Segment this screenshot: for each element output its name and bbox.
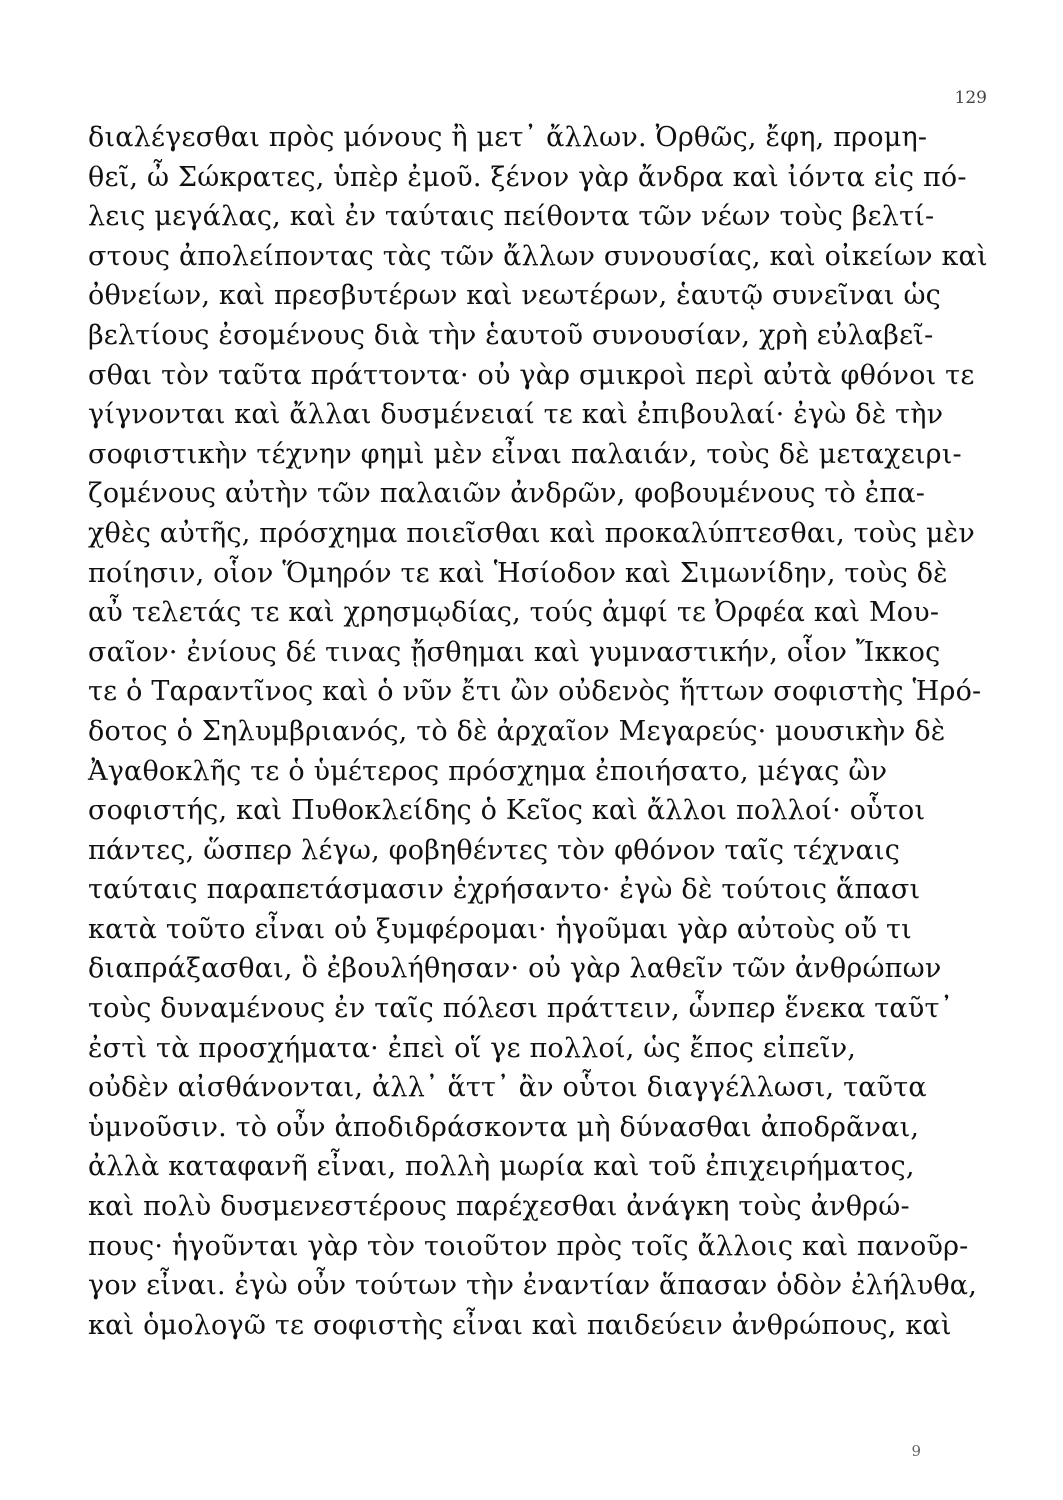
text-line: σοφιστικὴν τέχνην φημὶ μὲν εἶναι παλαιάν, τοὺς δὲ μεταχειρι- [88, 438, 962, 470]
text-line: χθὲς αὐτῆς, πρόσχημα ποιεῖσθαι καὶ προκαλύπτεσθαι, τοὺς μὲν [88, 517, 975, 549]
text-line: ἀλλὰ καταφανῆ εἶναι, πολλὴ μωρία καὶ τοῦ ἐπιχειρήματος, [88, 1151, 915, 1183]
text-line: λεις μεγάλας, καὶ ἐν ταύταις πείθοντα τῶν νέων τοὺς βελτί- [88, 201, 935, 233]
text-line: ὑμνοῦσιν. τὸ οὖν ἀποδιδράσκοντα μὴ δύνασθαι ἀποδρᾶναι, [88, 1111, 920, 1143]
text-line: ποίησιν, οἷον Ὅμηρόν τε καὶ Ἡσίοδον καὶ Σιμωνίδην, τοὺς δὲ [88, 557, 948, 589]
text-line: κατὰ τοῦτο εἶναι οὐ ξυμφέρομαι· ἡγοῦμαι γὰρ αὐτοὺς οὔ τι [88, 913, 912, 945]
text-line: σθαι τὸν ταῦτα πράττοντα· οὐ γὰρ σμικροὶ περὶ αὐτὰ φθόνοι τε [88, 359, 975, 391]
text-line: ὀθνείων, καὶ πρεσβυτέρων καὶ νεωτέρων, ἑαυτῷ συνεῖναι ὡς [88, 280, 941, 312]
text-line: τε ὁ Ταραντῖνος καὶ ὁ νῦν ἔτι ὢν οὐδενὸς ἥττων σοφιστὴς Ἡρό- [88, 676, 982, 708]
text-line: καὶ πολὺ δυσμενεστέρους παρέχεσθαι ἀνάγκη τοὺς ἀνθρώ- [88, 1191, 910, 1223]
text-line: πάντες, ὥσπερ λέγω, φοβηθέντες τὸν φθόνον ταῖς τέχναις [88, 834, 901, 866]
page-number: 129 [954, 88, 987, 108]
text-line: αὖ τελετάς τε καὶ χρησμῳδίας, τούς ἀμφί τε Ὀρφέα καὶ Μου- [88, 597, 940, 629]
text-line: τοὺς δυναμένους ἐν ταῖς πόλεσι πράττειν, ὧνπερ ἕνεκα ταῦτ᾽ [88, 993, 954, 1025]
text-line: ἐστὶ τὰ προσχήματα· ἐπεὶ οἵ γε πολλοί, ὡς ἔπος εἰπεῖν, [88, 1032, 857, 1064]
text-line: Ἀγαθοκλῆς τε ὁ ὑμέτερος πρόσχημα ἐποιήσατο, μέγας ὢν [88, 755, 888, 787]
text-line: γον εἶναι. ἐγὼ οὖν τούτων τὴν ἐναντίαν ἅπασαν ὁδὸν ἐλήλυθα, [88, 1270, 978, 1302]
text-line: σαῖον· ἐνίους δέ τινας ᾔσθημαι καὶ γυμναστικήν, οἷον Ἴκκος [88, 636, 941, 668]
text-line: δοτος ὁ Σηλυμβριανός, τὸ δὲ ἀρχαῖον Μεγαρεύς· μουσικὴν δὲ [88, 715, 946, 747]
text-line: θεῖ, ὦ Σώκρατες, ὑπὲρ ἐμοῦ. ξένον γὰρ ἄνδρα καὶ ἰόντα εἰς πό- [88, 161, 967, 193]
text-line: ζομένους αὐτὴν τῶν παλαιῶν ἀνδρῶν, φοβουμένους τὸ ἐπα- [88, 478, 926, 510]
text-line: καὶ ὁμολογῶ τε σοφιστὴς εἶναι καὶ παιδεύειν ἀνθρώπους, καὶ [88, 1309, 952, 1341]
text-block [88, 118, 988, 1345]
text-line: ταύταις παραπετάσμασιν ἐχρήσαντο· ἐγὼ δὲ τούτοις ἅπασι [88, 874, 921, 906]
text-line: σοφιστής, καὶ Πυθοκλείδης ὁ Κεῖος καὶ ἄλλοι πολλοί· οὗτοι [88, 795, 926, 827]
text-line: οὐδὲν αἰσθάνονται, ἀλλ᾽ ἅττ᾽ ἂν οὗτοι διαγγέλλωσι, ταῦτα [88, 1072, 927, 1104]
text-line: βελτίους ἐσομένους διὰ τὴν ἑαυτοῦ συνουσίαν, χρὴ εὐλαβεῖ- [88, 319, 934, 351]
text-line: πους· ἡγοῦνται γὰρ τὸν τοιοῦτον πρὸς τοῖς ἄλλοις καὶ πανοῦρ- [88, 1230, 969, 1262]
text-line: διαπράξασθαι, ὃ ἐβουλήθησαν· οὐ γὰρ λαθεῖν τῶν ἀνθρώπων [88, 953, 942, 985]
text-line: στους ἀπολείποντας τὰς τῶν ἄλλων συνουσίας, καὶ οἰκείων καὶ [88, 240, 988, 272]
signature-mark: 9 [911, 1442, 921, 1460]
text-line: γίγνονται καὶ ἄλλαι δυσμένειαί τε καὶ ἐπιβουλαί· ἐγὼ δὲ τὴν [88, 399, 944, 431]
text-line: διαλέγεσθαι πρὸς μόνους ἢ μετ᾽ ἄλλων. Ὀρθῶς, ἔφη, προμη- [88, 122, 928, 153]
